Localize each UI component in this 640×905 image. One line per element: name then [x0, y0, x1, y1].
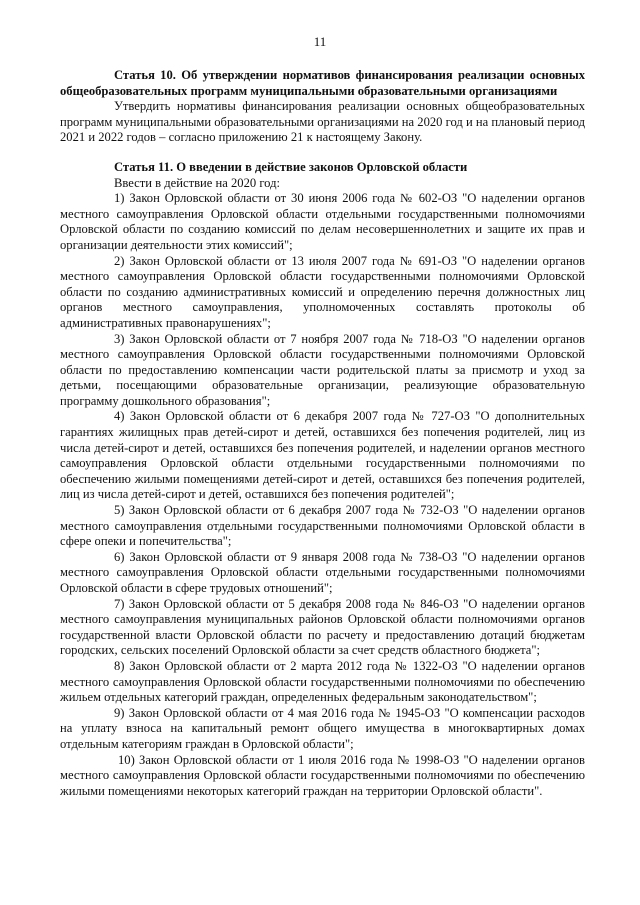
document-body — [60, 68, 585, 799]
law-item-6: 6) Закон Орловской области от 9 января 2008 года № 738-ОЗ "О наделении органов местного самоуправления Орловской области отдельными государственными полномочиями Орловской области в сфере трудовых отношений"; — [60, 549, 585, 595]
article-10 — [60, 68, 585, 146]
article-11 — [60, 160, 585, 799]
law-item-7: 7) Закон Орловской области от 5 декабря 2008 года № 846-ОЗ "О наделении органов местного самоуправления муниципальных районов Орловской области полномочиями органов государственной власти Орловской области по расчету и предоставлению дотаций бюджетам городских, сельских поселений Орловской области за счет средств областного бюджета"; — [60, 596, 585, 658]
law-item-3: 3) Закон Орловской области от 7 ноября 2007 года № 718-ОЗ "О наделении органов местного самоуправления Орловской области государственными полномочиями Орловской области по предоставлению компенсации части родительской платы за присмотр и уход за детьми, посещающими образовательные организации, реализующие образовательную программу дошкольного образования"; — [60, 331, 585, 408]
law-item-9: 9) Закон Орловской области от 4 мая 2016 года № 1945-ОЗ "О компенсации расходов на уплату взноса на капитальный ремонт общего имущества в многоквартирных домах отдельным категориям граждан в Орловской области"; — [60, 705, 585, 751]
law-item-4: 4) Закон Орловской области от 6 декабря 2007 года № 727-ОЗ "О дополнительных гарантиях жилищных прав детей-сирот и детей, оставшихся без попечения родителей, лиц из числа детей-сирот и детей, оставшихся без попечения родителей, и наделении органов местного самоуправления Орловской области отдельными государственными полномочиями по обеспечению жилыми помещениями детей-сирот и детей, оставшихся без попечения родителей, лиц из числа детей-сирот и детей, оставшихся без попечения родителей"; — [60, 409, 585, 502]
page-number: 11 — [313, 34, 327, 49]
law-item-10: 10) Закон Орловской области от 1 июля 2016 года № 1998-ОЗ "О наделении органов местного самоуправления Орловской области государственными полномочиями по обеспечению жилыми помещениями некоторых категорий граждан на территории Орловской области". — [60, 752, 585, 798]
article-10-text: Утвердить нормативы финансирования реализации основных общеобразовательных программ муниципальными образовательными организациями на 2020 год и на плановый период 2021 и 2022 годов – согласно приложению 21 к настоящему Закону. — [60, 99, 585, 145]
law-item-5: 5) Закон Орловской области от 6 декабря 2007 года № 732-ОЗ "О наделении органов местного самоуправления отдельными государственными полномочиями Орловской области в сфере опеки и попечительства"; — [60, 503, 585, 549]
law-item-2: 2) Закон Орловской области от 13 июля 2007 года № 691-ОЗ "О наделении органов местного самоуправления Орловской области государственными полномочиями Орловской области по созданию административных комиссий и определению перечня должностных лиц органов местного самоуправления, уполномоченных составлять протоколы об административных правонарушениях"; — [60, 253, 585, 330]
article-11-intro: Ввести в действие на 2020 год: — [114, 175, 281, 190]
article-11-title: Статья 11. О введении в действие законов Орловской области — [114, 159, 468, 174]
article-10-title: Статья 10. Об утверждении нормативов финансирования реализации основных общеобразовательных программ муниципальными образовательными организациями — [60, 68, 585, 98]
law-item-1: 1) Закон Орловской области от 30 июня 2006 года № 602-ОЗ "О наделении органов местного самоуправления Орловской области отдельными государственными полномочиями Орловской области по созданию комиссий по делам несовершеннолетних и защите их прав и организации деятельности этих комиссий"; — [60, 191, 585, 252]
law-item-8: 8) Закон Орловской области от 2 марта 2012 года № 1322-ОЗ "О наделении органов местного самоуправления Орловской области государственными полномочиями по обеспечению жильем отдельных категорий граждан, определенных федеральным законодательством"; — [60, 658, 585, 705]
